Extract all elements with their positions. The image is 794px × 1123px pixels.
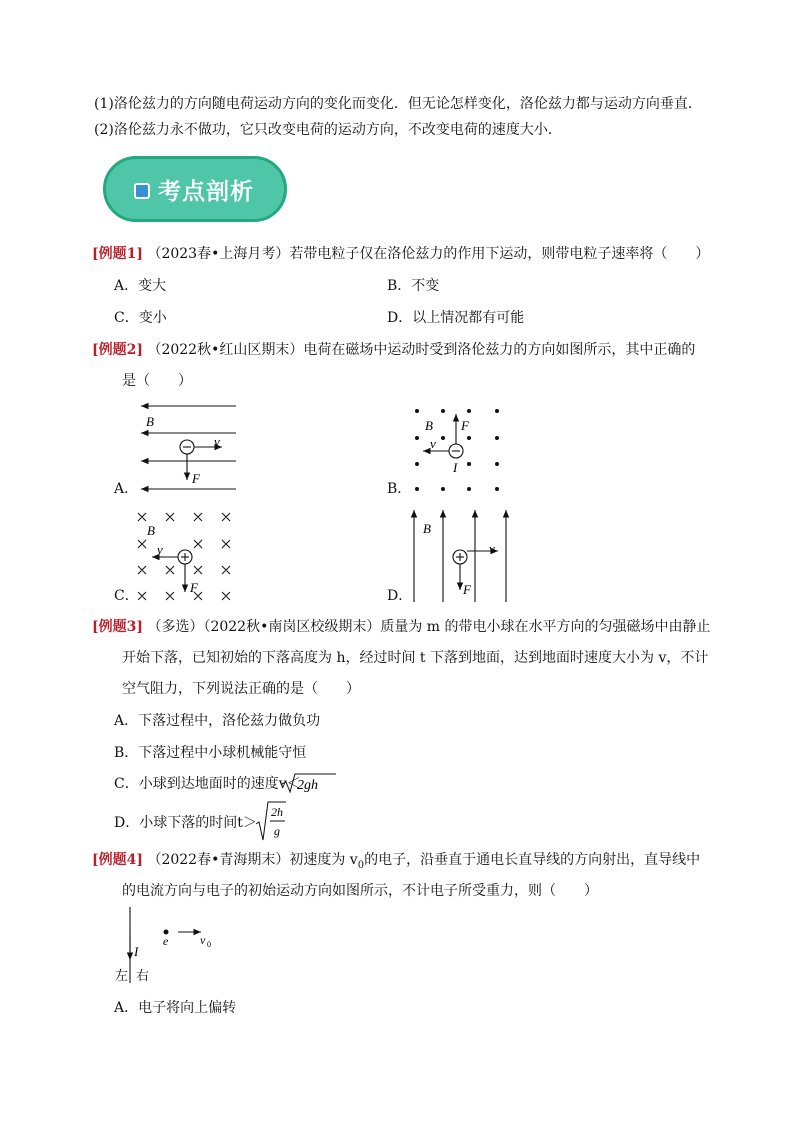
q3-option-c-text: C．小球到达地面时的速度v＜ <box>114 776 301 792</box>
label-b: B <box>146 414 154 429</box>
question-2-text-2: 是（ ） <box>122 373 192 389</box>
question-1-text: （2023春•上海月考）若带电粒子仅在洛伦兹力的作用下运动，则带电粒子速率将（ ） <box>147 246 710 262</box>
question-3-text-2: 开始下落，已知初始的下落高度为 h，经过时间 t 下落到地面，达到地面时速度大小为 v，不计 <box>122 650 709 666</box>
q2-option-b: B． <box>387 481 412 497</box>
q3-c-sqrt <box>280 771 340 795</box>
label-f: F <box>190 580 198 595</box>
label-i: I <box>453 460 458 475</box>
q3-d-sqrt-fraction <box>254 800 288 842</box>
label-f: F <box>461 418 469 433</box>
label-b: B <box>147 523 155 538</box>
q2-option-c: C． <box>114 588 139 604</box>
label-e: e <box>163 934 169 948</box>
q2-option-d: D． <box>387 588 413 604</box>
fraction-denominator: g <box>274 824 280 838</box>
question-4-stem <box>92 850 700 876</box>
question-2-label: [例题2] <box>92 342 143 358</box>
section-banner-title: 考点剖析 <box>158 179 254 205</box>
question-3-stem <box>92 617 711 637</box>
label-v-subscript: 0 <box>207 940 211 949</box>
label-v: v <box>489 541 495 556</box>
label-left: 左 <box>115 969 129 984</box>
intro-line-2: (2)洛伦兹力永不做功，它只改变电荷的运动方向，不改变电荷的速度大小． <box>94 122 562 138</box>
q3-option-a: A．下落过程中，洛伦兹力做负功 <box>114 713 321 729</box>
q3-option-b: B．下落过程中小球机械能守恒 <box>114 745 307 761</box>
q4-option-a: A．电子将向上偏转 <box>114 1000 237 1016</box>
question-3-text-1: （多选）（2022秋•南岗区校级期末）质量为 m 的带电小球在水平方向的匀强磁场中由静止 <box>147 619 711 635</box>
q1-option-c: C．变小 <box>114 310 167 326</box>
question-4-text-1a: （2022春•青海期末）初速度为 v <box>147 852 358 868</box>
q1-option-b: B．不变 <box>387 278 440 294</box>
q1-option-a: A．变大 <box>114 278 167 294</box>
label-b: B <box>423 521 431 536</box>
question-3-text-3: 空气阻力，下列说法正确的是（ ） <box>122 681 360 697</box>
q2-option-a: A． <box>114 481 139 497</box>
figure-a <box>141 406 236 489</box>
q1-option-d: D．以上情况都有可能 <box>387 310 525 326</box>
label-v: v <box>200 933 206 947</box>
label-f: F <box>463 582 471 597</box>
sqrt-radicand: 2gh <box>297 778 318 793</box>
question-4-text-2: 的电流方向与电子的初始运动方向如图所示，不计电子所受重力，则（ ） <box>122 883 598 899</box>
label-right: 右 <box>136 969 150 984</box>
question-4-text-1b: 的电子，沿垂直于通电长直导线的方向射出，直导线中 <box>364 852 701 868</box>
label-i: I <box>134 944 139 959</box>
label-v: v <box>430 436 436 451</box>
label-f: F <box>192 471 200 486</box>
fraction-numerator: 2h <box>271 805 283 819</box>
label-v: v <box>157 542 163 557</box>
question-2-text-1: （2022秋•红山区期末）电荷在磁场中运动时受到洛伦兹力的方向如图所示，其中正确的 <box>147 342 696 358</box>
label-b: B <box>425 418 433 433</box>
q3-option-d <box>114 813 257 833</box>
question-4-subscript: 0 <box>357 859 365 871</box>
question-1-label: [例题1] <box>92 246 143 262</box>
q3-option-d-text: D．小球下落的时间t＞ <box>114 815 257 831</box>
intro-line-1: (1)洛伦兹力的方向随电荷运动方向的变化而变化．但无论怎样变化，洛伦兹力都与运动方向垂直． <box>94 96 702 112</box>
question-3-label: [例题3] <box>92 619 143 635</box>
question-4-label: [例题4] <box>92 852 143 868</box>
label-v: v <box>214 434 220 449</box>
